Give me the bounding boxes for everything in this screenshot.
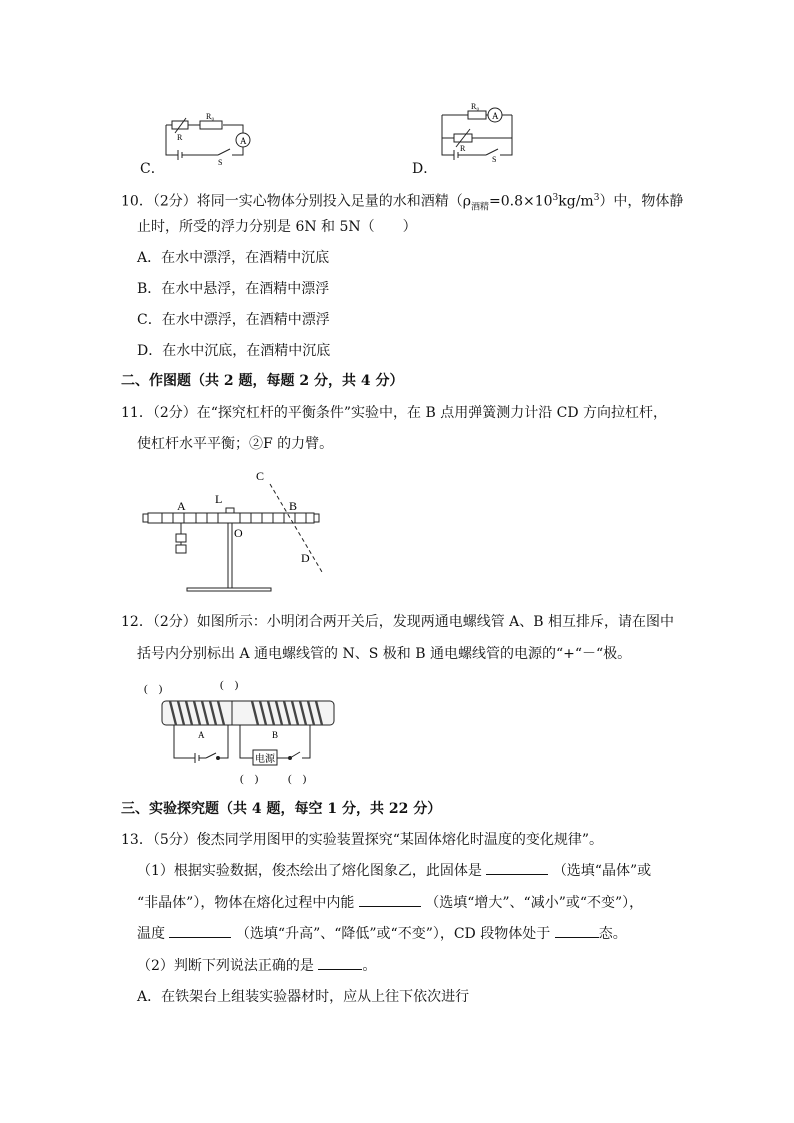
c-ammeter-label: A	[240, 136, 247, 146]
q13-part1-line2: “非晶体”），物体在熔化过程中内能 （选填“增大”、“减小”或“不变”），	[137, 895, 644, 911]
bracket-middle[interactable]: ( )	[220, 679, 239, 691]
bracket-left-end[interactable]: ( )	[144, 683, 163, 695]
blank-1[interactable]	[486, 862, 548, 875]
q13-part2: （2）判断下列说法正确的是 。	[137, 958, 377, 974]
point-l-label: L	[215, 492, 223, 506]
section-2-heading: 二、作图题（共 2 题，每题 2 分，共 4 分）	[121, 373, 404, 389]
q13-part1-line1: （1）根据实验数据，俊杰绘出了熔化图象乙，此固体是 （选填“晶体”或	[137, 863, 652, 879]
blank-2[interactable]	[359, 894, 421, 907]
c-r0-label: R₀	[206, 112, 215, 121]
solenoid-b-label: B	[272, 730, 279, 740]
q10-option-b[interactable]: B．在水中悬浮，在酒精中漂浮	[137, 281, 330, 297]
q11-stem-line1: 11．（2分）在“探究杠杆的平衡条件”实验中，在 B 点用弹簧测力计沿 CD 方向拉杠杆，	[121, 405, 668, 421]
circuit-diagram-c	[158, 112, 258, 167]
rho-symbol: ρ	[462, 193, 471, 210]
option-c-label: C．	[140, 161, 165, 177]
d-ammeter-label: A	[492, 111, 499, 121]
point-b-label: B	[289, 499, 298, 513]
section-3-heading: 三、实验探究题（共 4 题，每空 1 分，共 22 分）	[121, 801, 442, 817]
bracket-source-right[interactable]: ( )	[288, 773, 307, 785]
point-c-label: C	[256, 469, 265, 483]
q12-stem-line1: 12．（2分）如图所示：小明闭合两开关后，发现两通电螺线管 A、B 相互排斥，请在图中	[121, 614, 675, 630]
circuit-diagram-d	[440, 102, 520, 165]
q10-option-c[interactable]: C．在水中漂浮，在酒精中漂浮	[137, 312, 330, 328]
c-r-label: R	[177, 133, 183, 142]
c-switch-label: S	[218, 158, 223, 167]
q13-stem: 13．（5分）俊杰同学用图甲的实验装置探究“某固体熔化时温度的变化规律”。	[121, 832, 604, 848]
point-o-label: O	[234, 526, 243, 540]
q10-stem-line2: 止时，所受的浮力分别是 6N 和 5N（ ）	[137, 219, 417, 235]
d-r-label: R	[460, 144, 466, 153]
bracket-source-left[interactable]: ( )	[240, 773, 259, 785]
q11-stem-line2: 使杠杆水平平衡；②F 的力臂。	[137, 436, 334, 452]
q12-stem-line2: 括号内分别标出 A 通电螺线管的 N、S 极和 B 通电螺线管的电源的“+“－“极。	[137, 646, 632, 662]
option-d-label: D．	[412, 161, 438, 177]
blank-5[interactable]	[318, 957, 362, 970]
q13-part1-line3: 温度 （选填“升高”、“降低”或“不变”），CD 段物体处于 态。	[137, 926, 627, 942]
q13-option-a[interactable]: A．在铁架台上组装实验器材时，应从上往下依次进行	[137, 989, 470, 1005]
power-source-label: 电源	[255, 754, 275, 765]
solenoid-figure	[140, 676, 340, 786]
point-a-label: A	[177, 499, 186, 513]
point-d-label: D	[301, 551, 310, 565]
solenoid-a-label: A	[198, 730, 205, 740]
q10-stem-line1: 10．（2分）将同一实心物体分别投入足量的水和酒精$(\rho_{酒精}=0.8\times 10^3kg/m^3)$中，物体静	[121, 193, 684, 213]
blank-3[interactable]	[169, 925, 231, 938]
blank-4[interactable]	[555, 925, 599, 938]
d-r0-label: R₀	[471, 102, 480, 111]
lever-figure	[140, 466, 340, 601]
d-switch-label: S	[492, 155, 497, 164]
q10-option-a[interactable]: A．在水中漂浮，在酒精中沉底	[137, 250, 330, 266]
q10-option-d[interactable]: D．在水中沉底，在酒精中沉底	[137, 343, 331, 359]
